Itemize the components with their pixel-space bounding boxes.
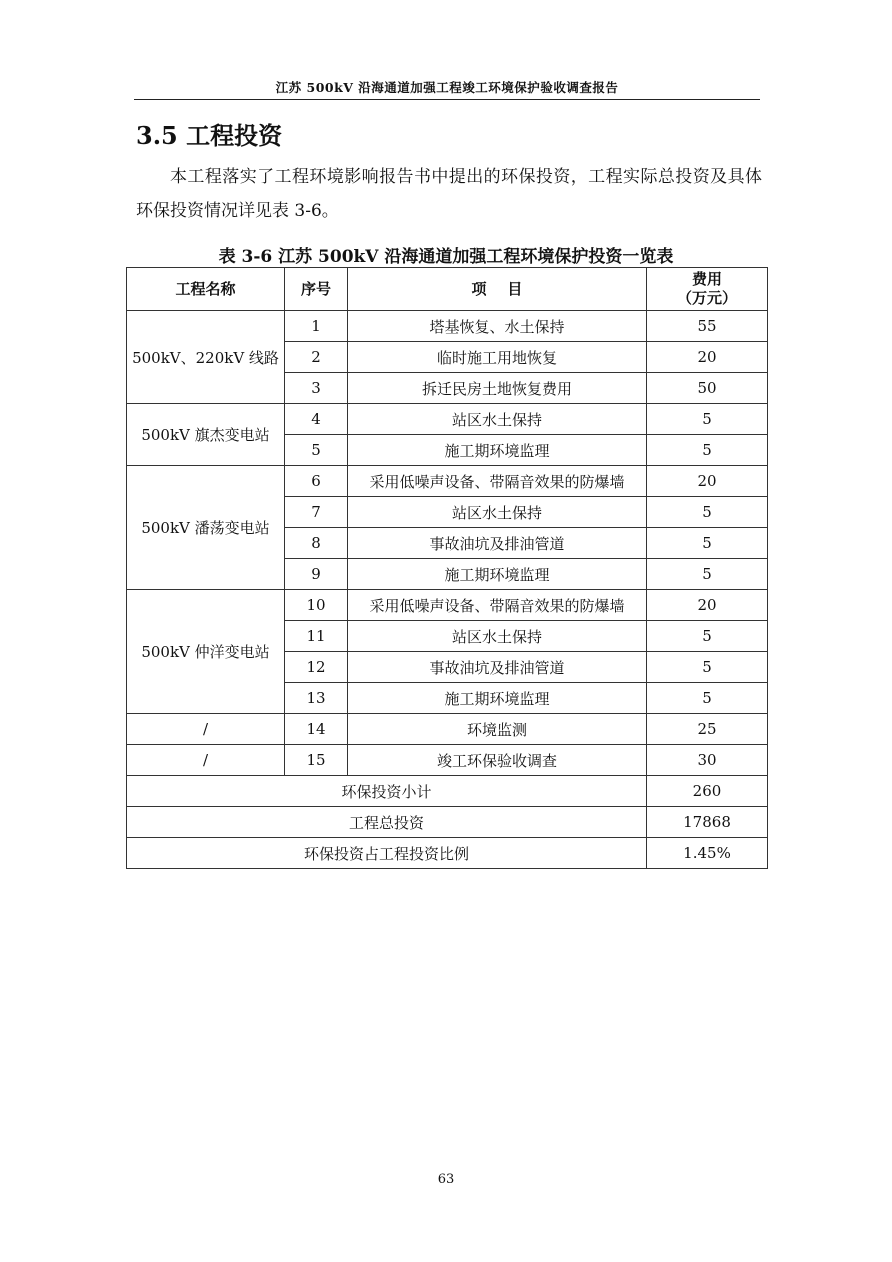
seq-cell: 7 <box>285 497 348 528</box>
summary-row <box>127 807 768 838</box>
item-cell: 站区水土保持 <box>348 404 647 435</box>
header-seq: 序号 <box>285 268 348 311</box>
project-name-cell: 500kV、220kV 线路 <box>127 311 285 404</box>
summary-label-cell: 环保投资占工程投资比例 <box>127 838 647 869</box>
table-row <box>127 404 768 435</box>
project-name-cell: 500kV 仲洋变电站 <box>127 590 285 714</box>
summary-label-cell: 环保投资小计 <box>127 776 647 807</box>
cost-cell: 20 <box>647 342 768 373</box>
item-cell: 施工期环境监理 <box>348 559 647 590</box>
seq-cell: 4 <box>285 404 348 435</box>
cost-cell: 5 <box>647 528 768 559</box>
seq-cell: 15 <box>285 745 348 776</box>
cost-cell: 5 <box>647 435 768 466</box>
item-cell: 竣工环保验收调查 <box>348 745 647 776</box>
header-rule <box>134 99 760 100</box>
summary-value-cell: 260 <box>647 776 768 807</box>
summary-row <box>127 838 768 869</box>
page-number: 63 <box>437 1172 455 1187</box>
project-name-cell: / <box>127 745 285 776</box>
header-cost-line2: （万元） <box>676 289 737 307</box>
item-cell: 施工期环境监理 <box>348 683 647 714</box>
item-cell: 采用低噪声设备、带隔音效果的防爆墙 <box>348 590 647 621</box>
item-cell: 塔基恢复、水土保持 <box>348 311 647 342</box>
summary-row <box>127 776 768 807</box>
item-cell: 临时施工用地恢复 <box>348 342 647 373</box>
project-name-cell: 500kV 旗杰变电站 <box>127 404 285 466</box>
seq-cell: 1 <box>285 311 348 342</box>
cost-cell: 5 <box>647 652 768 683</box>
seq-cell: 6 <box>285 466 348 497</box>
item-cell: 站区水土保持 <box>348 621 647 652</box>
header-cost-line1: 费用 <box>691 270 722 288</box>
seq-cell: 3 <box>285 373 348 404</box>
cost-cell: 50 <box>647 373 768 404</box>
cost-cell: 5 <box>647 404 768 435</box>
project-name-cell: / <box>127 714 285 745</box>
table-row <box>127 311 768 342</box>
table-row <box>127 714 768 745</box>
cost-cell: 5 <box>647 559 768 590</box>
item-cell: 环境监测 <box>348 714 647 745</box>
table-caption: 表 3-6 江苏 500kV 沿海通道加强工程环境保护投资一览表 <box>218 247 674 267</box>
seq-cell: 9 <box>285 559 348 590</box>
cost-cell: 5 <box>647 683 768 714</box>
cost-cell: 5 <box>647 497 768 528</box>
seq-cell: 8 <box>285 528 348 559</box>
body-paragraph: 本工程落实了工程环境影响报告书中提出的环保投资，工程实际总投资及具体环保投资情况详见表 3-6。 <box>136 167 762 221</box>
item-cell: 事故油坑及排油管道 <box>348 652 647 683</box>
item-cell: 事故油坑及排油管道 <box>348 528 647 559</box>
section-title: 3.5 工程投资 <box>136 121 283 150</box>
seq-cell: 11 <box>285 621 348 652</box>
investment-table <box>126 267 768 869</box>
item-cell: 采用低噪声设备、带隔音效果的防爆墙 <box>348 466 647 497</box>
cost-cell: 20 <box>647 590 768 621</box>
table-row <box>127 466 768 497</box>
cost-cell: 25 <box>647 714 768 745</box>
table-body <box>127 311 768 869</box>
cost-cell: 5 <box>647 621 768 652</box>
table-header-row <box>127 268 768 311</box>
item-cell: 站区水土保持 <box>348 497 647 528</box>
item-cell: 拆迁民房土地恢复费用 <box>348 373 647 404</box>
cost-cell: 20 <box>647 466 768 497</box>
seq-cell: 5 <box>285 435 348 466</box>
cost-cell: 55 <box>647 311 768 342</box>
summary-label-cell: 工程总投资 <box>127 807 647 838</box>
seq-cell: 14 <box>285 714 348 745</box>
header-item: 项 目 <box>348 268 647 311</box>
cost-cell: 30 <box>647 745 768 776</box>
seq-cell: 12 <box>285 652 348 683</box>
seq-cell: 13 <box>285 683 348 714</box>
running-header: 江苏 500kV 沿海通道加强工程竣工环境保护验收调查报告 <box>275 80 619 95</box>
seq-cell: 10 <box>285 590 348 621</box>
summary-value-cell: 17868 <box>647 807 768 838</box>
summary-value-cell: 1.45% <box>647 838 768 869</box>
item-cell: 施工期环境监理 <box>348 435 647 466</box>
seq-cell: 2 <box>285 342 348 373</box>
header-cost <box>647 268 768 311</box>
table-row <box>127 590 768 621</box>
project-name-cell: 500kV 潘荡变电站 <box>127 466 285 590</box>
table-row <box>127 745 768 776</box>
header-project-name: 工程名称 <box>127 268 285 311</box>
